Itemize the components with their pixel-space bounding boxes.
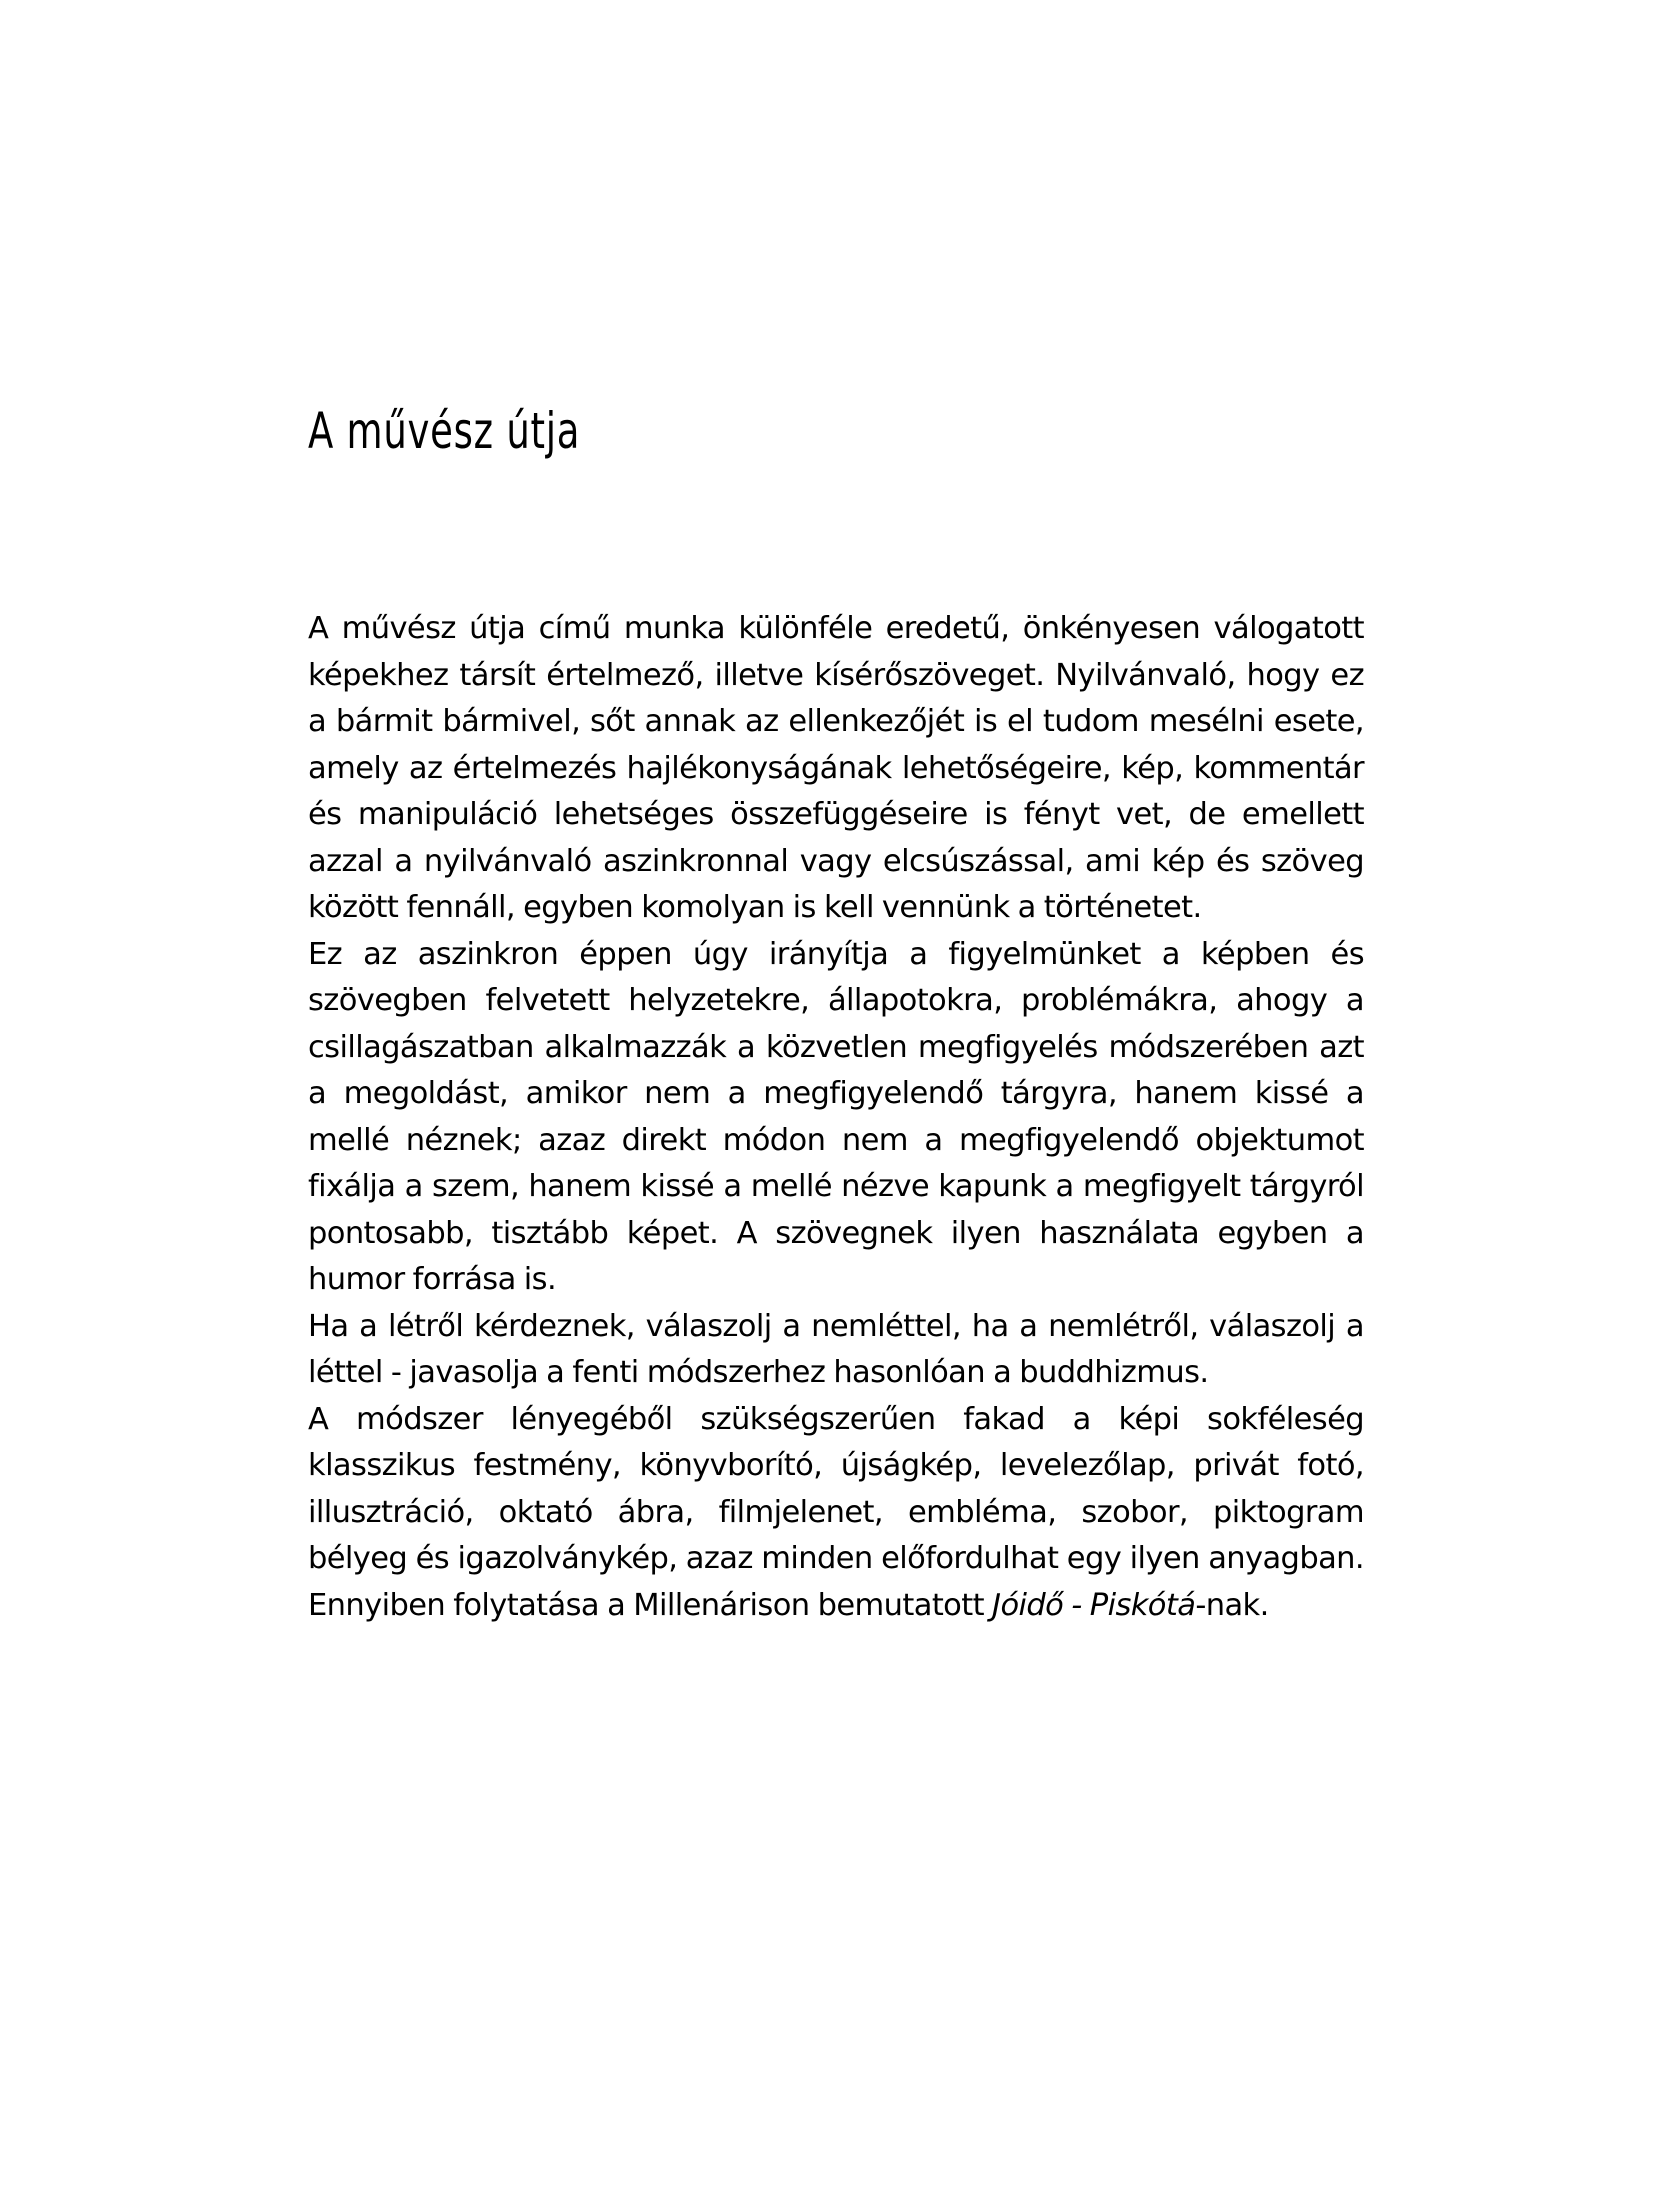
paragraph-buddhizmus: Ha a létről kérdeznek, válaszolj a nemléttel, ha a nemlétről, válaszolj a léttel - javasolja a fenti módszerhez hasonlóan a buddhizmus. — [308, 1308, 1364, 1390]
paragraph-modszer — [308, 1397, 1364, 1630]
paragraph-modszer-suffix: -nak. — [1195, 1587, 1269, 1623]
body-text — [308, 606, 1364, 1629]
paragraph-intro: A művész útja című munka különféle eredetű, önkényesen válogatott képekhez társít értelmező, illetve kísérőszöveget. Nyilvánvaló, hogy ez a bármit bármivel, sőt annak az ellenkezőjét is el tudom mesélni esete, amely az értelmezés hajlékonyságának lehetőségeire, kép, kommentár és manipuláció lehetséges összefüggéseire is fényt vet, de emellett azzal a nyilvánvaló aszinkronnal vagy elcsúszással, ami kép és szöveg között fennáll, egyben komolyan is kell vennünk a történetet. — [308, 611, 1364, 925]
page-title: A művész útja — [308, 402, 581, 460]
paragraph-modszer-text: A módszer lényegéből szükségszerűen fakad a képi sokféleség klasszikus festmény, könyvborító, újságkép, levelezőlap, privát fotó, illusztráció, oktató ábra, filmjelenet, embléma, szobor, piktogram bélyeg és igazolványkép, azaz minden előfordulhat egy ilyen anyagban. Ennyiben folytatása a Millenárison bemutatott — [308, 1401, 1364, 1623]
paragraph-aszinkron: Ez az aszinkron éppen úgy irányítja a figyelmünket a képben és szövegben felvetett helyzetekre, állapotokra, problémákra, ahogy a csillagászatban alkalmazzák a közvetlen megfigyelés módszerében azt a megoldást, amikor nem a megfigyelendő tárgyra, hanem kissé a mellé néznek; azaz direkt módon nem a megfigyelendő objektumot fixálja a szem, hanem kissé a mellé nézve kapunk a megfigyelt tárgyról pontosabb, tisztább képet. A szövegnek ilyen használata egyben a humor forrása is. — [308, 936, 1364, 1297]
work-title-emphasis: Jóidő - Piskótá — [992, 1587, 1196, 1623]
